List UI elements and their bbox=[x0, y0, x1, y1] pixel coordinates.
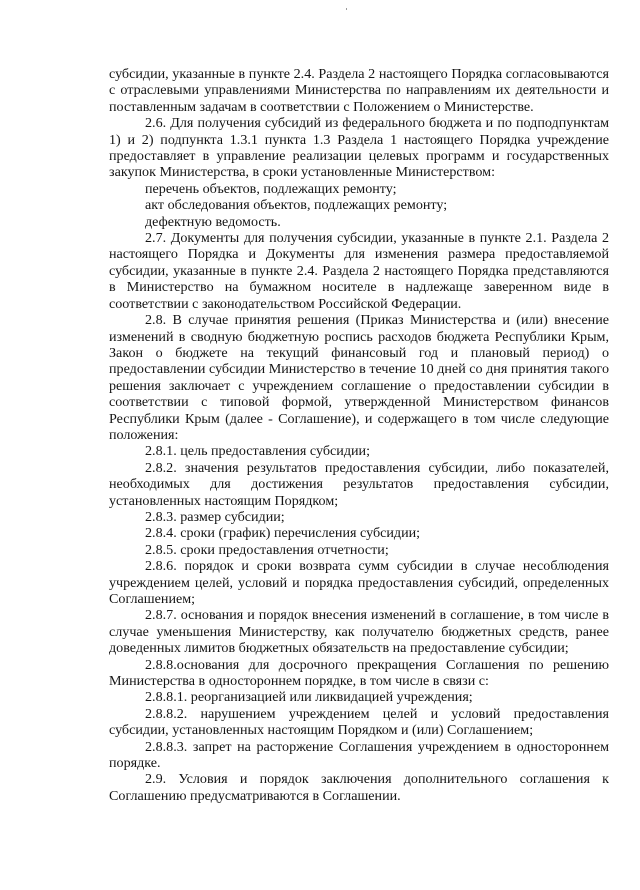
clause-2-8-3: 2.8.3. размер субсидии; bbox=[145, 508, 285, 525]
clause-2-8-8-2: 2.8.8.2. нарушением учреждением целей и условий предоставления субсидии, установленных настоящим Порядком и (или) Соглашением; bbox=[109, 705, 609, 739]
clause-2-8-5: 2.8.5. сроки предоставления отчетности; bbox=[145, 541, 389, 558]
paragraph-2-8: 2.8. В случае принятия решения (Приказ Министерства и (или) внесение изменений в сводную бюджетную роспись расходов бюджета Республики Крым, Закон о бюджете на текущий финансовый год и плановый период) о предоставлении субсидии Министерство в течение 10 дней со дня принятия такого решения заключает с учреждением соглашение о предоставлении субсидии в соответствии с типовой формой, утвержденной Министерством финансов Республики Крым (далее - Соглашение), и содержащего в том числе следующие положения: bbox=[109, 312, 609, 443]
paragraph-2-6: 2.6. Для получения субсидий из федерального бюджета и по подподпунктам 1) и 2) подпункта 1.3.1 пункта 1.3 Раздела 1 настоящего Порядка учреждение предоставляет в управление реализации целевых программ и государственных закупок Министерства, в сроки установленные Министерством: bbox=[109, 115, 609, 181]
list-item: акт обследования объектов, подлежащих ремонту; bbox=[145, 197, 448, 214]
paragraph-2-7: 2.7. Документы для получения субсидии, указанные в пункте 2.1. Раздела 2 настоящего Порядка и Документы для изменения размера предоставляемой субсидии, указанные в пункте 2.4. Раздела 2 настоящего Порядка представляются в Министерство на бумажном носителе в надлежаще заверенном виде в соответствии с законодательством Российской Федерации. bbox=[109, 230, 609, 312]
clause-2-8-4: 2.8.4. сроки (график) перечисления субсидии; bbox=[145, 525, 421, 542]
paragraph-2-9: 2.9. Условия и порядок заключения дополнительного соглашения к Соглашению предусматриваются в Соглашении. bbox=[109, 771, 609, 804]
list-item: дефектную ведомость. bbox=[145, 213, 281, 230]
clause-2-8-6: 2.8.6. порядок и сроки возврата сумм субсидии в случае несоблюдения учреждением целей, условий и порядка предоставления субсидий, определенных Соглашением; bbox=[109, 558, 609, 607]
clause-2-8-7: 2.8.7. основания и порядок внесения изменений в соглашение, в том числе в случае уменьшения Министерству, как получателю бюджетных средств, ранее доведенных лимитов бюджетных обязательств на предоставление субсидии; bbox=[109, 607, 609, 657]
clause-2-8-8-3: 2.8.8.3. запрет на расторжение Соглашения учреждением в одностороннем порядке. bbox=[109, 738, 609, 772]
scan-mark bbox=[346, 8, 347, 10]
clause-2-8-1: 2.8.1. цель предоставления субсидии; bbox=[145, 443, 371, 460]
list-item: перечень объектов, подлежащих ремонту; bbox=[145, 180, 397, 197]
clause-2-8-8-1: 2.8.8.1. реорганизацией или ликвидацией учреждения; bbox=[145, 689, 473, 706]
clause-2-8-2: 2.8.2. значения результатов предоставления субсидии, либо показателей, необходимых для достижения результатов предоставления субсидии, установленных настоящим Порядком; bbox=[109, 459, 609, 509]
paragraph-continuation: субсидии, указанные в пункте 2.4. Раздела 2 настоящего Порядка согласовываются с отраслевыми управлениями Министерства по направлениям их деятельности и поставленным задачам в соответствии с Положением о Министерстве. bbox=[109, 66, 609, 115]
clause-2-8-8: 2.8.8.основания для досрочного прекращения Соглашения по решению Министерства в одностороннем порядке, в том числе в связи с: bbox=[109, 656, 609, 690]
